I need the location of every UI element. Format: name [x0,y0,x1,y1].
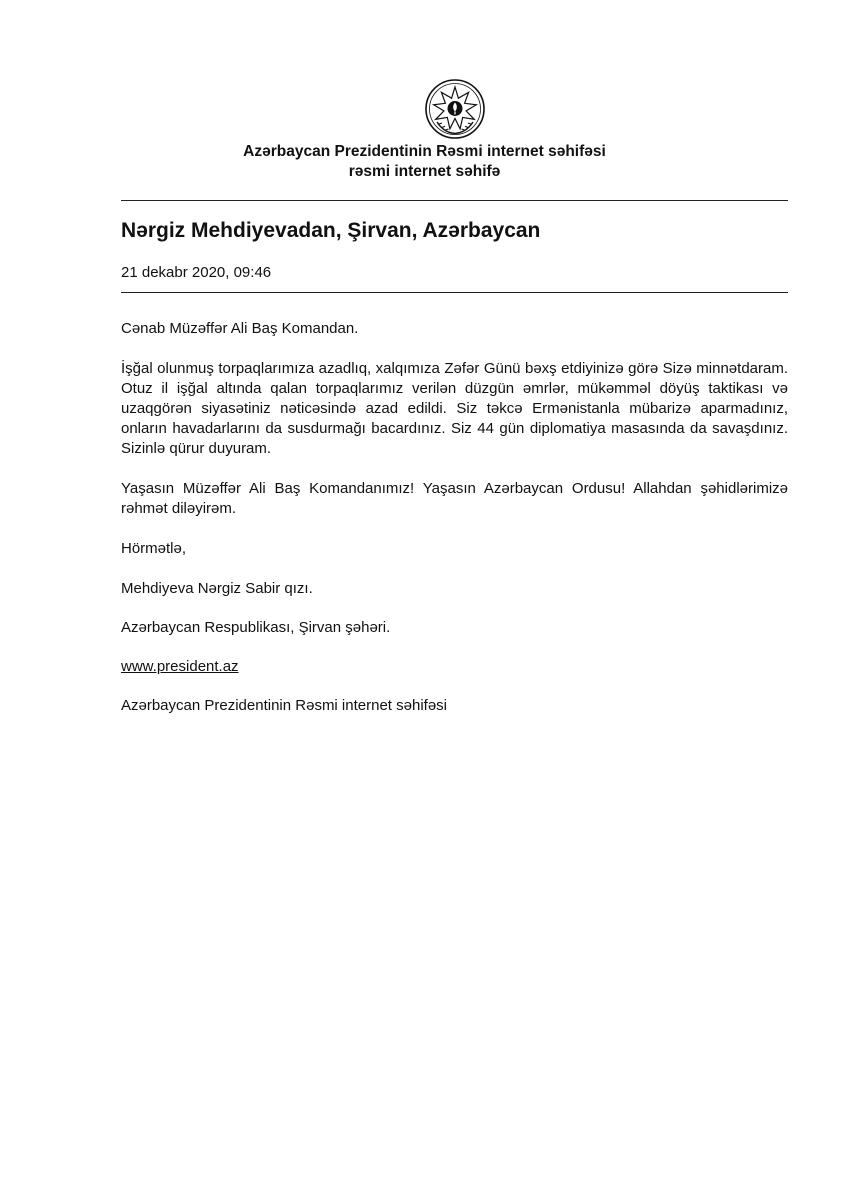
letter-greeting: Cənab Müzəffər Ali Baş Komandan. [121,320,359,337]
signature-name: Mehdiyeva Nərgiz Sabir qızı. [121,580,313,597]
site-title: Azərbaycan Prezidentinin Rəsmi internet səhifəsi [243,143,606,160]
footer-site-name: Azərbaycan Prezidentinin Rəsmi internet səhifəsi [121,697,447,714]
header-divider [121,200,788,201]
letter-wish-paragraph: Yaşasın Müzəffər Ali Baş Komandanımız! Yaşasın Azərbaycan Ordusu! Allahdan şəhidlərimizə rəhmət diləyirəm. [121,480,788,517]
article-date: 21 dekabr 2020, 09:46 [121,264,272,281]
signature-place: Azərbaycan Respublikası, Şirvan şəhəri. [121,619,391,636]
letter-main-paragraph: İşğal olunmuş torpaqlarımıza azadlıq, xalqımıza Zəfər Günü bəxş etdiyinizə görə Sizə minnətdaram. Otuz il işğal altında qalan torpaqlarımız verilən düzgün əmrlər, mükəmməl döyüş taktikası və uzaqgörən siyasətiniz nəticəsində azad edildi. Siz təkcə Ermənistanla mübarizə aparmadınız, onların havadarlarını da susdurmağı bacardınız. Siz 44 gün diplomatiya masasında da savaşdınız. Sizinlə qürur duyuram. [121,360,788,457]
azerbaijan-state-emblem-icon [424,78,486,140]
article-title: Nərgiz Mehdiyevadan, Şirvan, Azərbaycan [121,219,541,242]
letter-regards: Hörmətlə, [121,540,187,557]
title-divider [121,292,788,293]
site-subtitle: rəsmi internet səhifə [348,163,501,180]
president-site-link[interactable]: www.president.az [121,658,239,675]
